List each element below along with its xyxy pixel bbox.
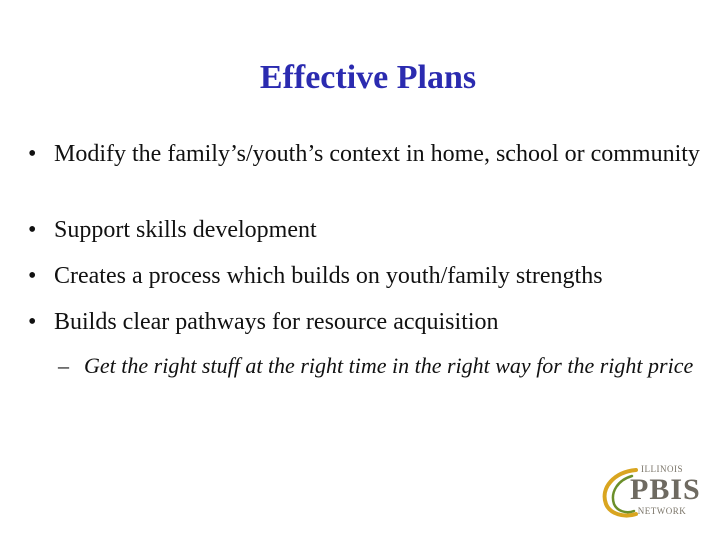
bullet-marker: •	[28, 309, 37, 335]
bullet-item	[28, 262, 708, 290]
bullet-text: Creates a process which builds on youth/family strengths	[54, 263, 603, 289]
bullet-marker: •	[28, 217, 37, 243]
bullet-marker: •	[28, 141, 37, 167]
illinois-pbis-network-logo	[592, 462, 701, 522]
logo-top-text: ILLINOIS	[641, 464, 683, 474]
bullet-text: Support skills development	[54, 217, 317, 243]
logo-main-text: PBIS	[630, 473, 701, 506]
sub-bullet-item	[58, 352, 708, 380]
bullet-item	[28, 216, 708, 244]
bullet-text: Builds clear pathways for resource acquisition	[54, 309, 499, 335]
slide-title: Effective Plans	[259, 59, 477, 96]
logo-bottom-text: NETWORK	[637, 506, 687, 516]
sub-bullet-text: Get the right stuff at the right time in the right way for the right price	[84, 353, 694, 378]
bullet-text: Modify the family’s/youth’s context in home, school or community	[54, 141, 700, 167]
bullet-item	[28, 140, 708, 168]
bullet-item	[28, 308, 708, 336]
bullet-marker: •	[28, 263, 37, 289]
sub-bullet-marker: –	[58, 353, 69, 378]
